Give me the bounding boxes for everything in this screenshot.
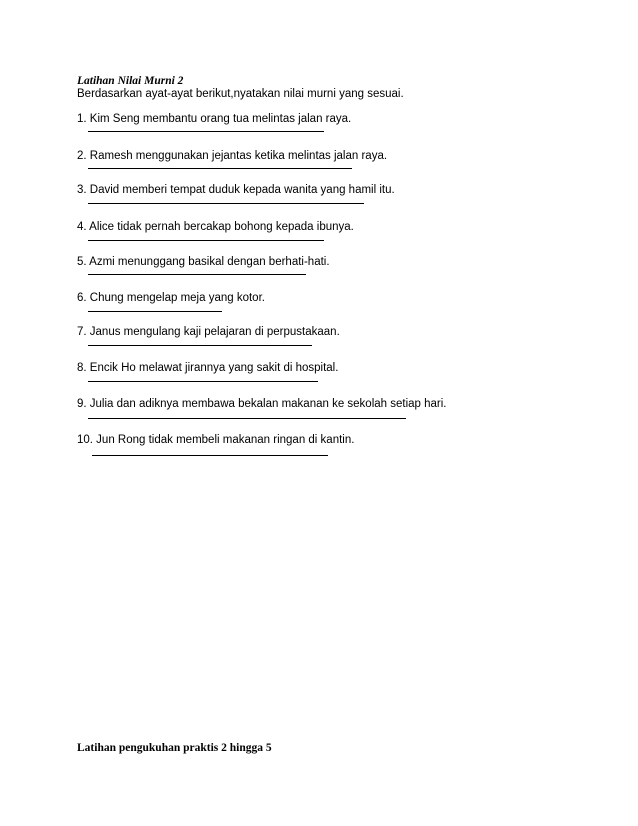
question-5: 5. Azmi menunggang basikal dengan berhati-hati. <box>77 256 330 268</box>
question-10: 10. Jun Rong tidak membeli makanan ringan di kantin. <box>77 434 355 446</box>
question-8: 8. Encik Ho melawat jirannya yang sakit di hospital. <box>77 362 339 374</box>
answer-line-9[interactable] <box>88 418 406 419</box>
question-9: 9. Julia dan adiknya membawa bekalan makanan ke sekolah setiap hari. <box>77 398 447 410</box>
worksheet-title: Latihan Nilai Murni 2 <box>77 75 184 87</box>
answer-line-7[interactable] <box>88 345 312 346</box>
question-7: 7. Janus mengulang kaji pelajaran di perpustakaan. <box>77 326 340 338</box>
answer-line-4[interactable] <box>88 240 324 241</box>
answer-line-2[interactable] <box>88 168 352 169</box>
answer-line-3[interactable] <box>88 203 364 204</box>
answer-line-5[interactable] <box>88 274 306 275</box>
answer-line-6[interactable] <box>88 311 222 312</box>
question-1: 1. Kim Seng membantu orang tua melintas jalan raya. <box>77 113 352 125</box>
worksheet-footer: Latihan pengukuhan praktis 2 hingga 5 <box>77 742 272 754</box>
question-3: 3. David memberi tempat duduk kepada wanita yang hamil itu. <box>77 184 395 196</box>
question-6: 6. Chung mengelap meja yang kotor. <box>77 292 265 304</box>
answer-line-10[interactable] <box>92 455 328 456</box>
worksheet-instruction: Berdasarkan ayat-ayat berikut,nyatakan nilai murni yang sesuai. <box>77 88 404 100</box>
answer-line-8[interactable] <box>88 381 318 382</box>
question-4: 4. Alice tidak pernah bercakap bohong kepada ibunya. <box>77 221 354 233</box>
question-2: 2. Ramesh menggunakan jejantas ketika melintas jalan raya. <box>77 150 388 162</box>
answer-line-1[interactable] <box>88 131 324 132</box>
